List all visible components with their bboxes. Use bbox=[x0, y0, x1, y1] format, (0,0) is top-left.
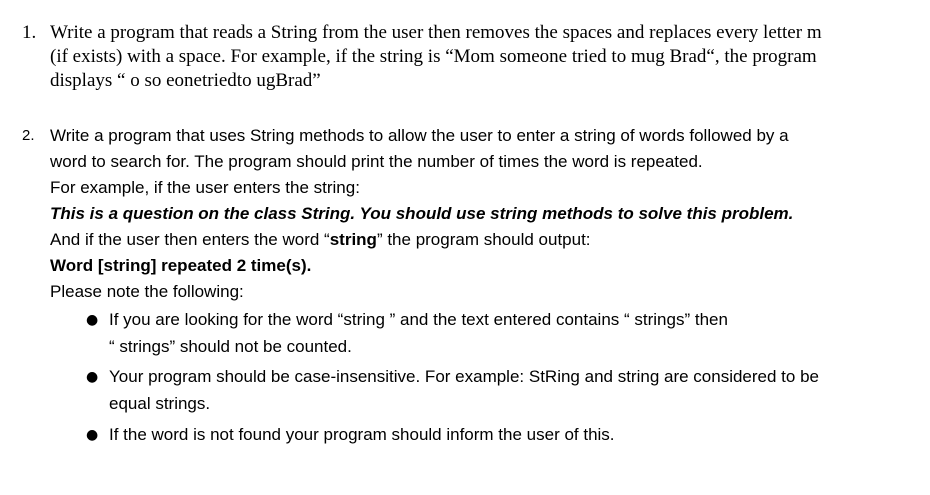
word-prompt-before: And if the user then enters the word “ bbox=[50, 230, 330, 249]
bullet-1-line-2: “ strings” should not be counted. bbox=[109, 337, 352, 356]
bullet-1-dot: ● bbox=[86, 312, 99, 328]
note-intro: Please note the following: bbox=[50, 282, 244, 301]
question-1-line-1: Write a program that reads a String from the user then removes the spaces and replaces every letter m bbox=[50, 22, 822, 43]
word-prompt-word: string bbox=[329, 230, 377, 249]
question-2-line-1: Write a program that uses String methods to allow the user to enter a string of words followed by a bbox=[50, 126, 789, 145]
question-2-number: 2. bbox=[22, 127, 35, 144]
word-prompt-after: ” the program should output: bbox=[376, 230, 591, 249]
question-2-line-3: For example, if the user enters the string: bbox=[50, 178, 360, 197]
bullet-3-line-1: If the word is not found your program should inform the user of this. bbox=[109, 425, 615, 444]
bullet-3-dot: ● bbox=[86, 427, 99, 443]
word-prompt-line bbox=[50, 229, 591, 251]
question-1-line-3: displays “ o so eonetriedto ugBrad” bbox=[50, 70, 321, 91]
bullet-2-line-1: Your program should be case-insensitive. For example: StRing and string are considered to be bbox=[109, 367, 819, 386]
expected-output-line: Word [string] repeated 2 time(s). bbox=[50, 256, 312, 275]
question-2-line-2: word to search for. The program should print the number of times the word is repeated. bbox=[50, 152, 703, 171]
bullet-1-line-1: If you are looking for the word “string ” and the text entered contains “ strings” then bbox=[109, 310, 728, 329]
bullet-2-line-2: equal strings. bbox=[109, 394, 211, 413]
bullet-2-dot: ● bbox=[86, 369, 99, 385]
example-string-line: This is a question on the class String. You should use string methods to solve this problem. bbox=[50, 204, 794, 223]
question-1-line-2: (if exists) with a space. For example, if the string is “Mom someone tried to mug Brad“, the program bbox=[50, 46, 817, 67]
question-1-number: 1. bbox=[22, 22, 37, 43]
